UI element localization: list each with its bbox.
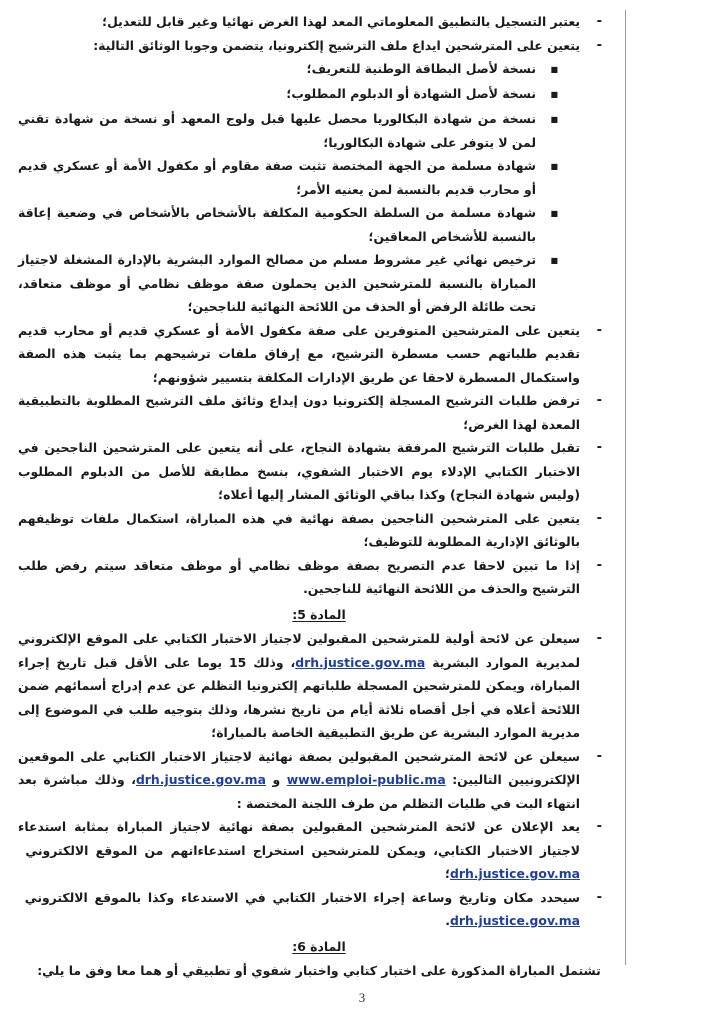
list-item xyxy=(18,34,602,58)
list-item-text: يتعين على المترشحين المتوفرين على صفة مكفول الأمة أو عسكري قديم أو محارب قديم تقديم طلباتهم حسب مسطرة الترشيح، مع إرفاق ملفات ترشيحهم بما يثبت هذه الصفة واستكمال المسطرة لاحقا عن طريق الإدارات المكلفة بتسيير شؤونهم؛ xyxy=(18,322,580,385)
page-edge-line xyxy=(625,10,626,965)
list-item xyxy=(18,319,602,390)
dash-marker: - xyxy=(596,631,602,646)
list-item-text: نسخة لأصل البطاقة الوطنية للتعريف؛ xyxy=(306,61,536,76)
square-bullet-marker: ■ xyxy=(550,209,558,218)
square-bullet-marker: ■ xyxy=(550,65,558,74)
list-item xyxy=(18,57,558,82)
dash-marker: - xyxy=(596,557,602,573)
list-item xyxy=(18,815,602,886)
document-body xyxy=(18,10,620,983)
list-item-text: شهادة مسلمة من الجهة المختصة تثبت صفة مقاوم أو مكفول الأمة أو عسكري قديم أو محارب قديم بالنسبة لمن يعنيه الأمر؛ xyxy=(18,158,536,197)
drh-justice-link[interactable]: drh.justice.gov.ma xyxy=(135,772,266,787)
text-segment: سيحدد مكان وتاريخ وساعة إجراء الاختبار الكتابي في الاستدعاء وكذا بالموقع الالكتروني xyxy=(24,889,580,905)
list-item xyxy=(18,627,602,745)
list-item-text: يتعين على المترشحين ايداع ملف الترشيح إلكترونيا، يتضمن وجوبا الوثائق التالية: xyxy=(93,37,580,53)
list-item-text: يعتبر التسجيل بالتطبيق المعلوماتي المعد لهذا الغرض نهائيا وغير قابل للتعديل؛ xyxy=(102,14,580,29)
list-item-text xyxy=(18,745,580,816)
list-item xyxy=(18,248,558,319)
list-item-text: تقبل طلبات الترشيح المرفقة بشهادة النجاح، على أنه يتعين على المترشحين الناجحين في الاختبار الكتابي الإدلاء يوم الاختبار الشفوي، بنسخ مطابقة للأصل من الدبلوم المطلوب (وليس شهادة النجاح) وكذا بباقي الوثائق المشار إليها أعلاه؛ xyxy=(18,440,580,502)
text-segment: ، وذلك مباشرة بعد انتهاء البت في طلبات التظلم من طرف اللجنة المختصة : xyxy=(18,772,580,811)
dash-marker: - xyxy=(596,440,602,455)
dash-marker: - xyxy=(596,819,602,834)
dash-marker: - xyxy=(596,393,602,408)
list-item xyxy=(18,107,558,154)
list-item xyxy=(18,10,602,34)
conjunction: و xyxy=(272,772,281,787)
list-item-text: ترخيص نهائي غير مشروط مسلم من مصالح الموارد البشرية بالإدارة المشغلة لاجتياز المباراة بالنسبة للمترشحين الذين يحملون صفة موظف نظامي أو موظف متعاقد، تحت طائلة الرفض أو الحذف من اللائحة النهائية للناجحين؛ xyxy=(18,252,536,314)
article-5-heading-text: المادة 5: xyxy=(292,606,346,622)
text-segment: . xyxy=(445,913,450,928)
list-item xyxy=(18,436,602,507)
page-number: 3 xyxy=(358,990,366,1005)
list-item xyxy=(18,507,602,554)
list-item-text xyxy=(18,815,580,886)
article-5-heading xyxy=(18,603,620,627)
dash-marker: - xyxy=(596,510,602,526)
dash-marker: - xyxy=(596,322,602,338)
list-item xyxy=(18,154,558,201)
text-segment: سيعلن عن لائحة المترشحين المقبولين بصفة نهائية لاجتياز الاختبار الكتابي على الموقعين الإلكترونيين التاليين: xyxy=(18,748,580,787)
list-item-text: شهادة مسلمة من السلطة الحكومية المكلفة بالأشخاص بالأشخاص في وضعية إعاقة بالنسبة للأشخاص المعاقين؛ xyxy=(18,205,536,244)
list-item xyxy=(18,82,558,107)
list-item-text: إذا ما تبين لاحقا عدم التصريح بصفة موظف نظامي أو موظف متعاقد سيتم رفض طلب الترشيح والحذف من اللائحة النهائية للناجحين. xyxy=(18,557,580,596)
emploi-public-link[interactable]: www.emploi-public.ma xyxy=(286,772,446,787)
list-item-text xyxy=(18,886,580,933)
article-6-heading xyxy=(18,935,620,959)
drh-justice-link[interactable]: drh.justice.gov.ma xyxy=(449,913,580,928)
dash-marker: - xyxy=(596,748,602,764)
dash-marker: - xyxy=(596,889,602,905)
list-item xyxy=(18,554,602,601)
list-item xyxy=(18,886,602,933)
list-item-text xyxy=(18,627,580,745)
text-segment: يعد الإعلان عن لائحة المترشحين المقبولين بصفة نهائية لاجتياز المباراة بمثابة استدعاء لاجتياز الاختبار الكتابي، ويمكن للمترشحين استخراج استدعاءاتهم من الموقع الالكتروني xyxy=(18,819,580,858)
list-item-text: يتعين على المترشحين الناجحين بصفة نهائية في هذه المباراة، استكمال ملفات توظيفهم بالوثائق الإدارية المطلوبة للتوظيف؛ xyxy=(18,510,580,549)
square-bullet-marker: ■ xyxy=(550,90,558,99)
square-bullet-marker: ■ xyxy=(550,115,558,124)
square-bullet-marker: ■ xyxy=(550,162,558,171)
drh-justice-link[interactable]: drh.justice.gov.ma xyxy=(295,654,426,670)
list-item xyxy=(18,745,602,816)
list-item xyxy=(18,389,602,436)
text-segment: ، وذلك 15 يوما على الأقل قبل تاريخ إجراء المباراة، ويمكن للمترشحين المسجلة طلباتهم إلكترونيا التظلم عن عدم إدراج أسمائهم ضمن اللائحة أعلاه في أجل أقصاه ثلاثة أيام من تاريخ نشرها، وذلك بتوجيه طلب في الموضوع إلى مديرية الموارد البشرية عن طريق التطبيقية الخاصة بالمباراة؛ xyxy=(18,654,580,740)
article-6-heading-text: المادة 6: xyxy=(292,938,346,954)
list-item-text: نسخة من شهادة البكالوريا محصل عليها قبل ولوج المعهد أو نسخة من شهادة تقني لمن لا يتوفر على شهادة البكالوريا؛ xyxy=(18,111,536,150)
article-6-intro: تشتمل المباراة المذكورة على اختبار كتابي واختبار شفوي أو تطبيقي أو هما معا وفق ما يلي: xyxy=(37,963,601,978)
text-segment: ؛ xyxy=(445,866,450,881)
list-item-text: ترفض طلبات الترشيح المسجلة إلكترونيا دون إيداع وثائق ملف الترشيح المطلوبة بالتطبيقية المعدة لهذا الغرض؛ xyxy=(18,393,580,432)
list-item xyxy=(18,201,558,248)
drh-justice-link[interactable]: drh.justice.gov.ma xyxy=(449,866,580,881)
dash-marker: - xyxy=(596,37,602,53)
dash-marker: - xyxy=(596,14,602,29)
list-item-text: نسخة لأصل الشهادة أو الدبلوم المطلوب؛ xyxy=(286,86,536,101)
text-segment: سيعلن عن لائحة أولية للمترشحين المقبولين لاجتياز الاختبار الكتابي على الموقع الإلكتروني لمديرية الموارد البشرية xyxy=(18,631,580,670)
square-bullet-marker: ■ xyxy=(550,256,558,265)
